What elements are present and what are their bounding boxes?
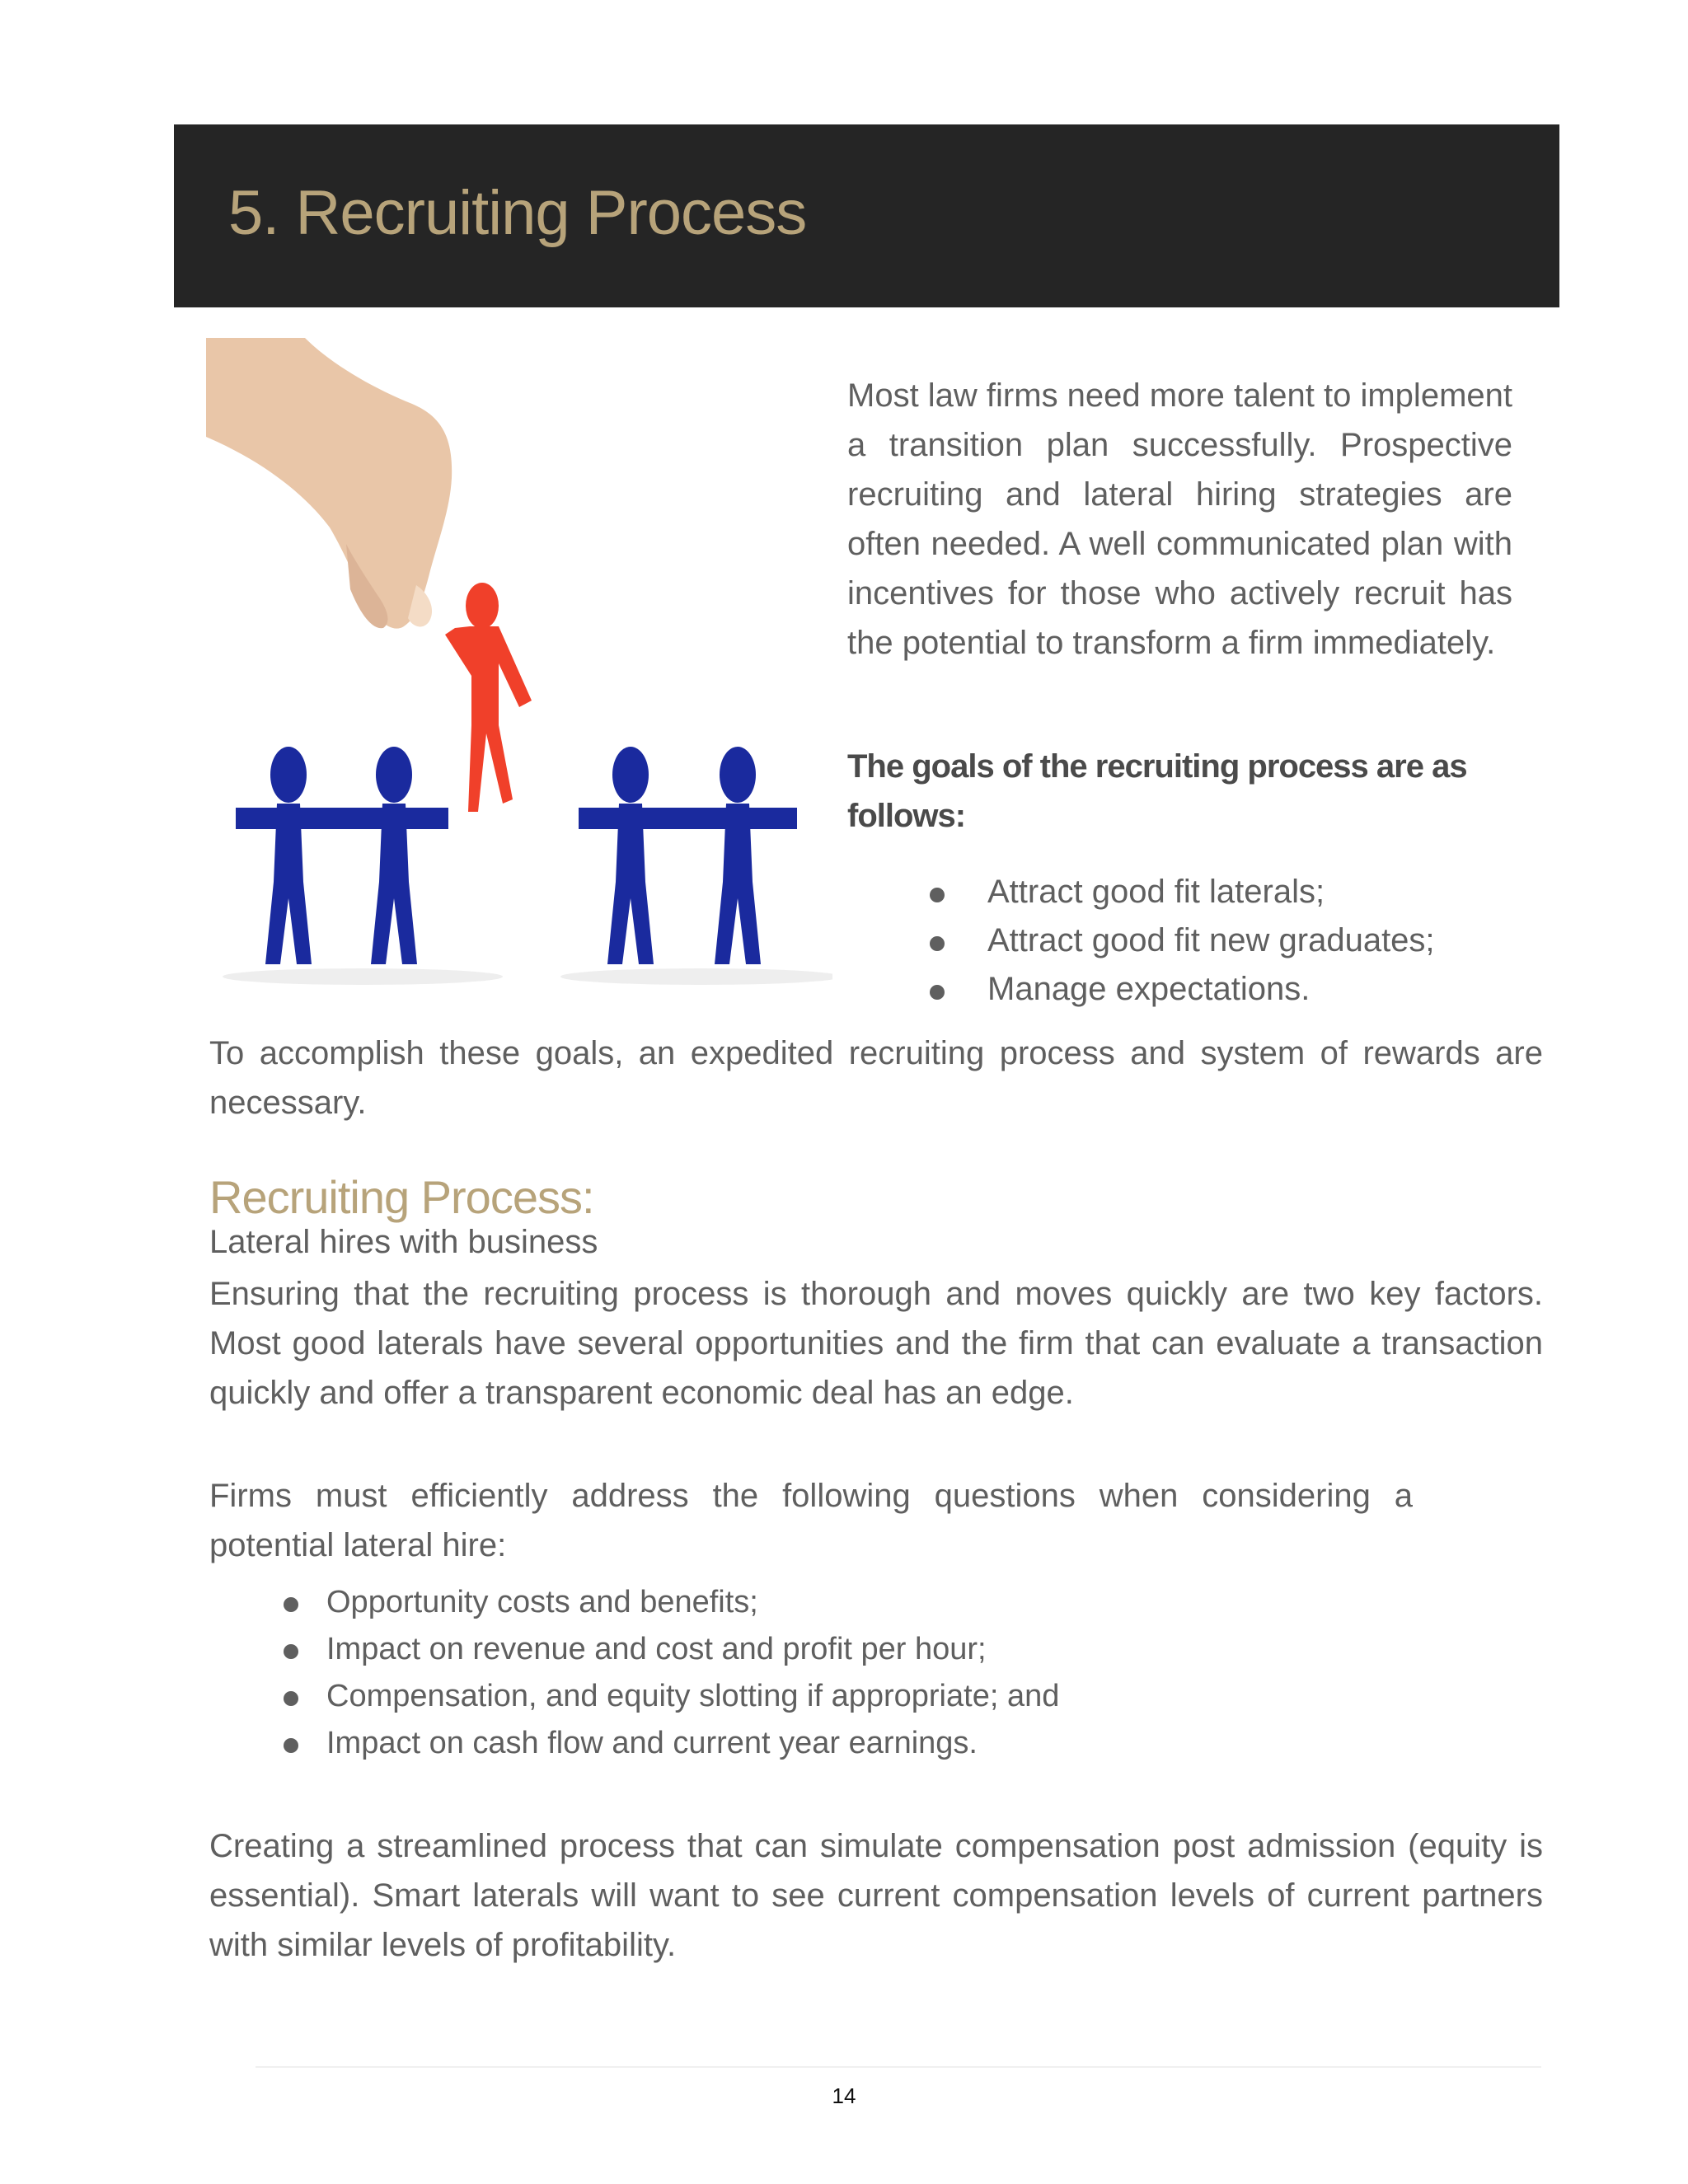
accomplish-paragraph: To accomplish these goals, an expedited recruiting process and system of rewards are necessary. bbox=[209, 1035, 1543, 1121]
paper-people-illustration bbox=[206, 338, 832, 997]
bullet-icon bbox=[284, 1597, 298, 1612]
bullet-icon bbox=[930, 936, 945, 951]
list-item: Opportunity costs and benefits; bbox=[326, 1579, 1059, 1626]
bullet-icon bbox=[930, 888, 945, 902]
list-item: Impact on revenue and cost and profit per hour; bbox=[326, 1626, 1059, 1673]
body-paragraph-3: Creating a streamlined process that can simulate compensation post admission (equity is essential). Smart laterals will want to see current compensation levels of current partners with similar levels of profitability. bbox=[209, 1828, 1543, 1963]
bullet-icon bbox=[284, 1644, 298, 1659]
bullet-icon bbox=[284, 1738, 298, 1753]
list-item: Manage expectations. bbox=[987, 965, 1435, 1014]
list-item: Attract good fit laterals; bbox=[987, 868, 1435, 916]
list-item: Attract good fit new graduates; bbox=[987, 916, 1435, 965]
page-title: 5. Recruiting Process bbox=[228, 178, 807, 248]
blue-figures-right-image bbox=[579, 747, 797, 964]
title-banner bbox=[174, 124, 1559, 307]
list-item: Compensation, and equity slotting if appropriate; and bbox=[326, 1673, 1059, 1720]
bullet-icon bbox=[284, 1691, 298, 1706]
page-number: 14 bbox=[832, 2083, 856, 2108]
blue-figures-left-image bbox=[236, 747, 448, 964]
goals-list bbox=[987, 868, 1435, 1014]
red-figure-image bbox=[445, 583, 532, 812]
intro-paragraph: Most law firms need more talent to implement a transition plan successfully. Prospective recruiting and lateral hiring strategies are often needed. A well communicated plan with incentives for those who actively recruit has the potential to transform a firm immediately. bbox=[847, 377, 1512, 661]
body-paragraph-2: Firms must efficiently address the following questions when considering a potential lateral hire: bbox=[209, 1478, 1413, 1563]
hand-image bbox=[206, 338, 452, 629]
section-heading: Recruiting Process: bbox=[209, 1171, 594, 1223]
goals-heading: The goals of the recruiting process are as follows: bbox=[847, 748, 1467, 834]
list-item: Impact on cash flow and current year earnings. bbox=[326, 1720, 1059, 1767]
bullet-icon bbox=[930, 985, 945, 1000]
questions-list bbox=[326, 1579, 1059, 1767]
section-subheading: Lateral hires with business bbox=[209, 1224, 598, 1260]
body-paragraph-1: Ensuring that the recruiting process is thorough and moves quickly are two key factors. Most good laterals have several opportunities and the firm that can evaluate a transaction quickly and offer a transparent economic deal has an edge. bbox=[209, 1276, 1543, 1411]
footer-divider bbox=[256, 2066, 1541, 2068]
